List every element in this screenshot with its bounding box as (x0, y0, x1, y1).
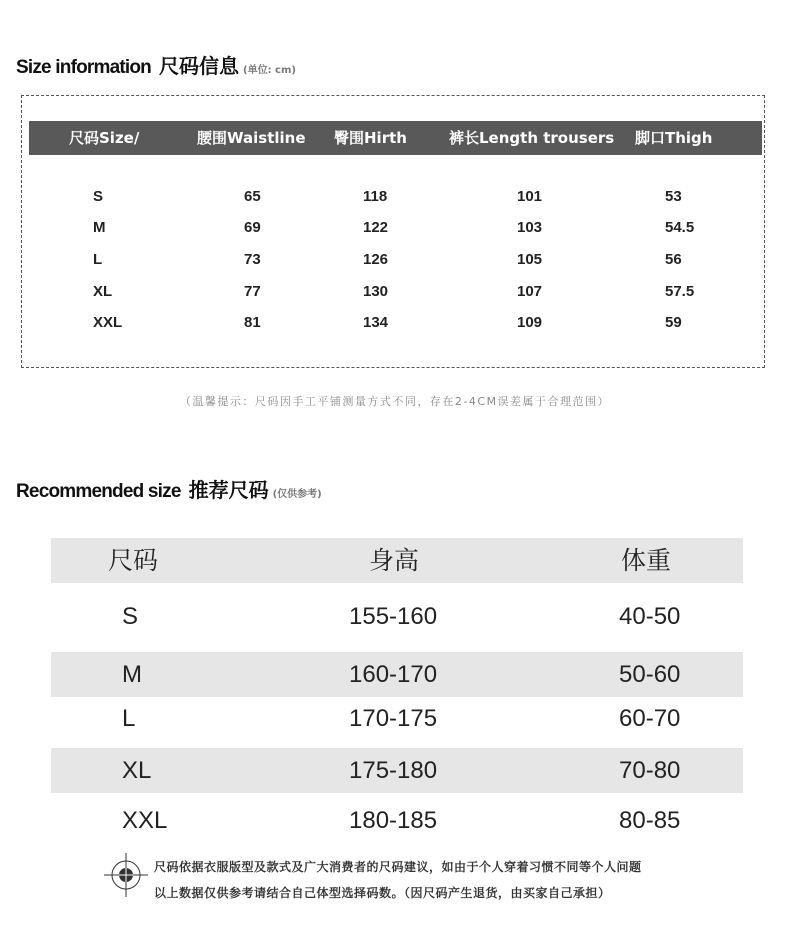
measurement-tip: （温馨提示：尺码因手工平铺测量方式不同，存在2-4CM误差属于合理范围） (179, 395, 611, 408)
cell-length: 109 (517, 314, 543, 331)
header-thigh: 脚口Thigh (635, 129, 713, 147)
cell-thigh: 56 (665, 251, 682, 268)
size-row (0, 216, 790, 240)
cell-length: 105 (517, 251, 543, 268)
cell-hip: 122 (363, 219, 389, 236)
recommended-row (51, 748, 743, 793)
cell-weight: 80-85 (619, 807, 681, 834)
recommended-row (51, 652, 743, 697)
cell-waist: 73 (244, 251, 261, 268)
cell-thigh: 59 (665, 314, 682, 331)
header-hip: 臀围Hirth (334, 129, 407, 147)
cell-waist: 81 (244, 314, 261, 331)
header-length: 裤长Length trousers (449, 129, 615, 147)
cell-hip: 130 (363, 283, 389, 300)
recommended-row (51, 798, 743, 843)
cell-weight: 50-60 (619, 661, 681, 688)
size-info-title-en: Size information (16, 57, 151, 78)
cell-waist: 65 (244, 188, 261, 205)
cell-hip: 134 (363, 314, 389, 331)
cell-weight: 40-50 (619, 603, 681, 630)
header-size: 尺码Size/ (69, 129, 140, 147)
header-height: 身高 (369, 546, 420, 575)
header-weight: 体重 (621, 546, 672, 575)
cell-thigh: 53 (665, 188, 682, 205)
size-row (0, 311, 790, 335)
cell-size: XXL (122, 807, 168, 834)
cell-size: XL (93, 283, 113, 300)
footnote-line-1: 尺码依据衣服版型及款式及广大消费者的尺码建议，如由于个人穿着习惯不同等个人问题 (154, 860, 642, 874)
cell-waist: 69 (244, 219, 261, 236)
footnote-line-2: 以上数据仅供参考请结合自己体型选择码数。（因尺码产生退货，由买家自己承担） (154, 886, 611, 900)
cell-size: L (93, 251, 103, 268)
crosshair-target-icon (104, 853, 148, 897)
cell-size: S (122, 603, 139, 630)
cell-height: 155-160 (349, 603, 438, 630)
unit-note: (单位: cm) (243, 65, 296, 76)
size-row (0, 280, 790, 304)
cell-weight: 70-80 (619, 757, 681, 784)
cell-length: 101 (517, 188, 543, 205)
recommended-size-title (16, 474, 322, 503)
recommended-row (51, 594, 743, 639)
reference-note: (仅供参考) (272, 489, 322, 500)
cell-thigh: 54.5 (665, 219, 695, 236)
cell-length: 107 (517, 283, 543, 300)
size-table-header (29, 121, 762, 155)
cell-hip: 118 (363, 188, 388, 205)
cell-height: 175-180 (349, 757, 438, 784)
size-row (0, 185, 790, 209)
cell-size: S (93, 188, 104, 205)
recommended-title-zh: 推荐尺码 (188, 478, 269, 502)
cell-length: 103 (517, 219, 543, 236)
cell-height: 170-175 (349, 705, 438, 732)
header-size: 尺码 (108, 546, 159, 575)
cell-size: M (93, 219, 106, 236)
recommended-title-en: Recommended size (16, 481, 181, 502)
cell-size: XL (122, 757, 152, 784)
cell-size: M (122, 661, 142, 688)
cell-waist: 77 (244, 283, 261, 300)
recommended-row (51, 696, 743, 741)
header-waistline: 腰围Waistline (197, 129, 306, 147)
recommended-table-header (51, 538, 743, 583)
cell-height: 180-185 (349, 807, 438, 834)
cell-size: XXL (93, 314, 123, 331)
size-row (0, 248, 790, 272)
cell-thigh: 57.5 (665, 283, 695, 300)
cell-height: 160-170 (349, 661, 438, 688)
size-information-title (16, 50, 296, 79)
cell-size: L (122, 705, 136, 732)
cell-weight: 60-70 (619, 705, 681, 732)
cell-hip: 126 (363, 251, 389, 268)
size-info-title-zh: 尺码信息 (159, 54, 239, 78)
